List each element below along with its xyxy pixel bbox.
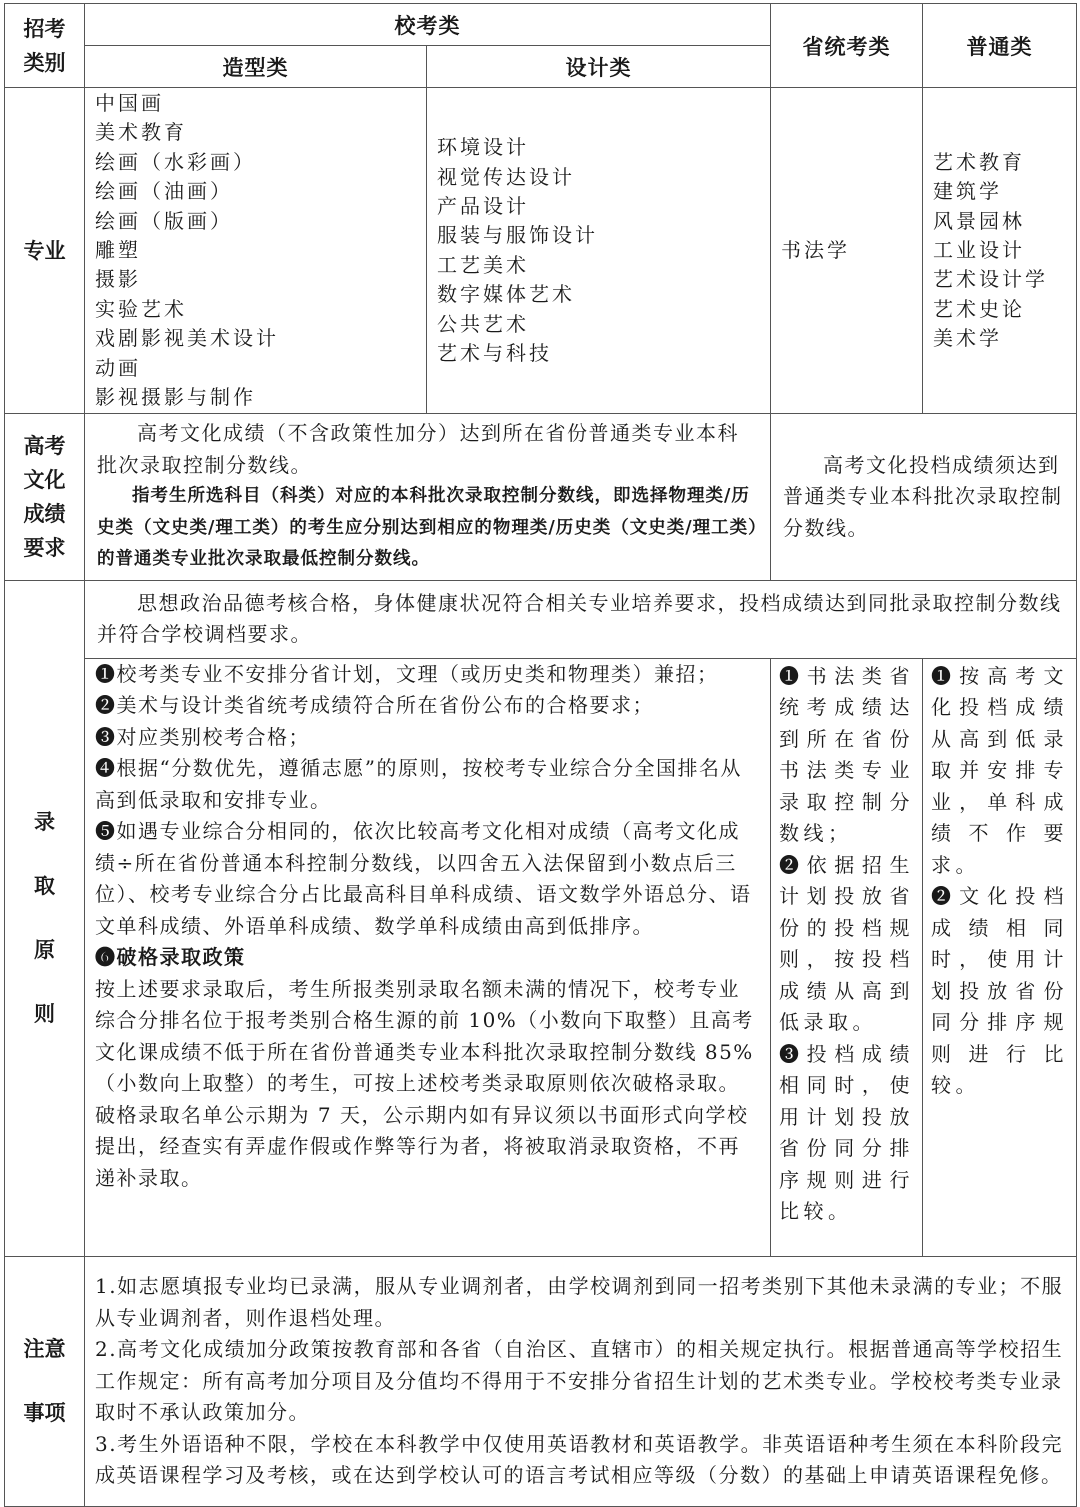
rule-item: ❶校考类专业不安排分省计划，文理（或历史类和物理类）兼招； — [95, 661, 719, 686]
design-header: 设计类 — [427, 46, 771, 88]
major-item: 美术教育 — [95, 120, 187, 145]
rule-item: ❸投档成绩相同时，使用计划投放省份同分排序规则进行比较。 — [779, 1041, 914, 1224]
major-item: 绘画（水彩画） — [95, 149, 256, 174]
provincial-header: 省统考类 — [771, 4, 923, 88]
break-policy-title: ❻破格录取政策 — [95, 945, 246, 970]
rule-item: ❸对应类别校考合格； — [95, 724, 310, 749]
major-item: 摄影 — [95, 267, 141, 292]
school-exam-header: 校考类 — [85, 4, 771, 46]
major-item: 视觉传达设计 — [437, 164, 575, 189]
major-item: 艺术设计学 — [933, 267, 1048, 292]
major-item: 数字媒体艺术 — [437, 282, 575, 307]
major-item: 影视摄影与制作 — [95, 385, 256, 410]
major-item: 美术学 — [933, 326, 1002, 351]
major-item: 绘画（油画） — [95, 179, 233, 204]
modeling-header: 造型类 — [85, 46, 427, 88]
general-header: 普通类 — [923, 4, 1077, 88]
break-policy-text: 按上述要求录取后，考生所报类别录取名额未满的情况下，校考专业综合分排名位于报考类别合格生源的前 10%（小数向下取整）且高考文化课成绩不低于所在省份普通类专业本科批次录取控制分数线 85%（小数向上取整）的考生，可按上述校考类录取原则依次破格录取。 — [95, 976, 754, 1096]
admission-table — [4, 3, 1077, 1507]
major-item: 动画 — [95, 355, 141, 380]
modeling-majors — [85, 88, 427, 414]
major-item: 书法学 — [781, 238, 850, 263]
major-item: 公共艺术 — [437, 311, 529, 336]
major-item: 雕塑 — [95, 238, 141, 263]
note-item: 2.高考文化成绩加分政策按教育部和各省（自治区、直辖市）的相关规定执行。根据普通高等学校招生工作规定：所有高考加分项目及分值均不得用于不安排分省招生计划的艺术类专业。学校校考类专业录取时不承认政策加分。 — [95, 1337, 1064, 1425]
major-item: 工业设计 — [933, 238, 1025, 263]
major-item: 绘画（版画） — [95, 208, 233, 233]
score-req-note: 指考生所选科目（科类）对应的本科批次录取控制分数线，即选择物理类/历史类（文史类/理工类）的考生应分别达到相应的物理类/历史类（文史类/理工类）的普通类专业批次录取最低控制分数线。 — [97, 486, 758, 570]
admission-row-label: 录 取 原 则 — [5, 580, 85, 1256]
general-admission-rules — [923, 658, 1077, 1256]
rule-item: ❶书法类省统考成绩达到所在省份书法类专业录取控制分数线； — [779, 663, 914, 846]
major-item: 艺术与科技 — [437, 340, 552, 365]
rule-item: ❹根据“分数优先，遵循志愿”的原则，按校考专业综合分全国排名从高到低录取和安排专业。 — [95, 756, 742, 812]
rule-item: ❷依据招生计划投放省份的投档规则，按投档成绩从高到低录取。 — [779, 852, 914, 1035]
rule-item: ❺如遇专业综合分相同的，依次比较高考文化相对成绩（高考文化成绩÷所在省份普通本科控制分数线，以四舍五入法保留到小数点后三位）、校考专业综合分占比最高科目单科成绩、语文数学外语总分、语文单科成绩、外语单科成绩、数学单科成绩由高到低排序。 — [95, 819, 752, 938]
general-score-req — [771, 414, 1077, 581]
rule-item: ❶按高考文化投档成绩从高到低录取并安排专业，单科成绩不作要求。 — [931, 663, 1068, 877]
major-item: 艺术教育 — [933, 149, 1025, 174]
score-row-label: 高考 文化 成绩 要求 — [5, 414, 85, 581]
rule-item: ❷文化投档成绩相同时，使用计划投放省份同分排序规则进行比较。 — [931, 884, 1068, 1098]
major-item: 实验艺术 — [95, 296, 187, 321]
provincial-majors — [771, 88, 923, 414]
break-policy-text: 破格录取名单公示期为 7 天，公示期内如有异议须以书面形式向学校提出，经查实有弄虚作假或作弊等行为者，将被取消录取资格，不再递补录取。 — [95, 1102, 749, 1190]
rule-item: ❷美术与设计类省统考成绩符合所在省份公布的合格要求； — [95, 693, 654, 718]
score-req-text: 高考文化成绩（不含政策性加分）达到所在省份普通类专业本科批次录取控制分数线。 — [97, 421, 739, 477]
major-item: 产品设计 — [437, 193, 529, 218]
major-item: 工艺美术 — [437, 252, 529, 277]
major-item: 艺术史论 — [933, 296, 1025, 321]
notes-row-label: 注意 事项 — [5, 1256, 85, 1506]
provincial-admission-rules — [771, 658, 923, 1256]
notes-content — [85, 1256, 1077, 1506]
major-item: 风景园林 — [933, 208, 1025, 233]
major-item: 建筑学 — [933, 179, 1002, 204]
school-admission-rules — [85, 658, 771, 1256]
major-item: 戏剧影视美术设计 — [95, 326, 279, 351]
school-score-req — [85, 414, 771, 581]
major-item: 环境设计 — [437, 135, 529, 160]
note-item: 1.如志愿填报专业均已录满，服从专业调剂者，由学校调剂到同一招考类别下其他未录满的专业；不服从专业调剂者，则作退档处理。 — [95, 1274, 1064, 1330]
majors-row-label: 专业 — [5, 88, 85, 414]
general-majors — [923, 88, 1077, 414]
major-item: 中国画 — [95, 91, 164, 115]
admission-common — [85, 580, 1077, 658]
design-majors — [427, 88, 771, 414]
note-item: 3.考生外语语种不限，学校在本科教学中仅使用英语教材和英语教学。非英语语种考生须在本科阶段完成英语课程学习及考核，或在达到学校认可的语言考试相应等级（分数）的基础上申请英语课程免修。 — [95, 1431, 1064, 1488]
admission-common-text: 思想政治品德考核合格，身体健康状况符合相关专业培养要求，投档成绩达到同批录取控制分数线并符合学校调档要求。 — [97, 590, 1062, 647]
major-item: 服装与服饰设计 — [437, 223, 598, 248]
score-req-text: 高考文化投档成绩须达到普通类专业本科批次录取控制分数线。 — [783, 452, 1063, 540]
category-header: 招考 类别 — [5, 4, 85, 88]
